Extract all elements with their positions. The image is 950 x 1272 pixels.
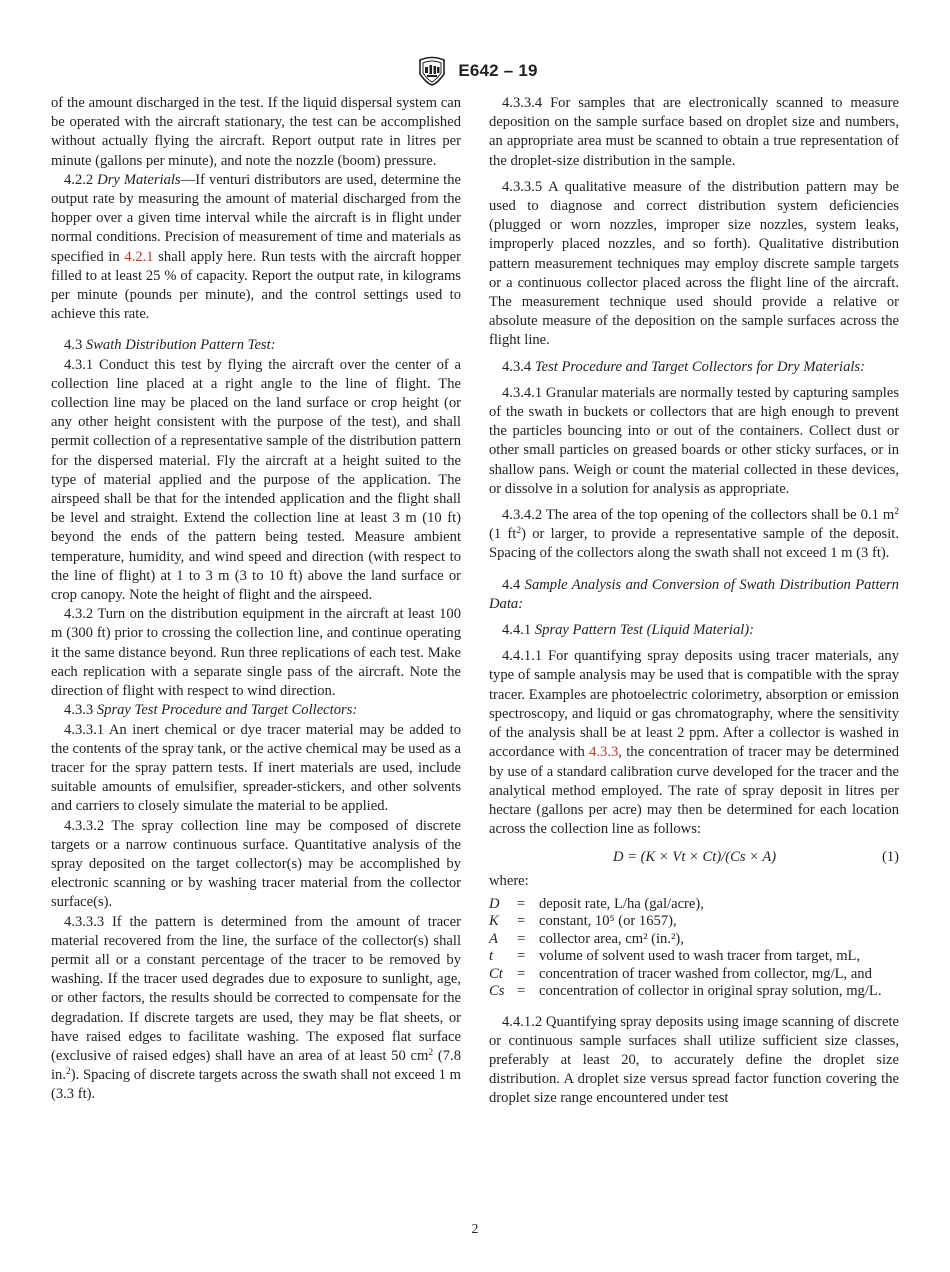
paragraph-4-3-3-4: 4.3.3.4 For samples that are electronically scanned to measure deposition on the sample surface based on droplet size and numbers, an appropriate area must be scanned to obtain a true representation of the droplet-size distribution in the sample. — [489, 95, 899, 169]
section-number: 4.2.2 — [64, 171, 94, 188]
paragraph-text: (1 ft — [489, 526, 517, 543]
paragraph-4-3-3-3 — [51, 913, 461, 1105]
equation-1 — [489, 844, 899, 872]
paragraph-4-3-4-2 — [489, 506, 899, 564]
equation-number: (1) — [881, 849, 899, 866]
paragraph-continued: of the amount discharged in the test. If the liquid dispersal system can be operated with the aircraft stationary, the test can be accomplished without actually flying the aircraft. Report output rate in litres per minute (gallons per minute), and note the nozzle (boom) pressure. — [51, 95, 461, 169]
cross-reference-link[interactable]: 4.3.3 — [589, 744, 619, 761]
page-header — [0, 54, 950, 88]
section-number: 4.4.1 — [502, 622, 532, 639]
equals-sign: = — [517, 930, 526, 947]
section-title: Spray Test Procedure and Target Collectors: — [96, 702, 358, 719]
equals-sign: = — [517, 983, 526, 1000]
section-heading-4-3 — [51, 336, 461, 355]
section-number: 4.3 — [64, 337, 83, 354]
equation-expression: D = (K × Vt × Ct)/(Cs × A) — [613, 849, 777, 866]
variable-symbol: Cs — [489, 983, 505, 1000]
section-title: Swath Distribution Pattern Test: — [85, 337, 276, 354]
paragraph-text: ). Spacing of discrete targets across the swath shall not exceed 1 m (3.3 ft). — [51, 1067, 461, 1103]
variable-definition: constant, 10⁵ (or 1657), — [539, 913, 677, 930]
equals-sign: = — [517, 948, 526, 965]
paragraph-4-3-3-2: 4.3.3.2 The spray collection line may be composed of discrete targets or a narrow continuous surface. Quantitative analysis of the spray deposited on the target collector(s) may be accomplished by electronic scanning or by washing tracer material from the collector surface(s). — [51, 817, 461, 911]
paragraph-text: shall apply here. Run tests with the aircraft hopper filled to at least 25 % of capacity. Report the output rate, in kilograms per minute (pounds per minute), and the control settings used to achieve this rate. — [51, 248, 462, 323]
equals-sign: = — [517, 895, 526, 912]
paragraph-4-2-2 — [51, 171, 461, 325]
variable-definition-row — [489, 913, 899, 931]
paragraph-text: 4.3.3.3 If the pattern is determined from the amount of tracer material recovered from the line, the surface of the collector(s) shall permit all or a constant percentage of the tracer to be removed by washing. If the tracer used degrades due to exposure to sunlight, age, or other factors, the results should be corrected to compensate for the degradation. If discrete targets are used, they may be flat sheets, or have raised edges to facilitate washing. The exposed flat surface (exclusive of raised edges) shall have an area of at least 50 cm — [51, 913, 461, 1064]
section-heading-4-3-3 — [51, 701, 461, 720]
section-title: Spray Pattern Test (Liquid Material): — [534, 622, 755, 639]
variable-definition: deposit rate, L/ha (gal/acre), — [539, 895, 704, 912]
superscript: 2 — [516, 526, 522, 537]
paragraph-text: 4.4.1.1 For quantifying spray deposits using tracer materials, any type of sample analysis may be used that is compatible with the spray tracer. Examples are photoelectric colorimetry, absorption or emission spectroscopy, and liquid or gas chromatography, where the sensitivity of the analysis shall be at least 2 ppm. After a collector is washed in accordance with — [489, 648, 899, 761]
equals-sign: = — [517, 965, 526, 982]
section-number: 4.4 — [502, 576, 521, 593]
paragraph-4-3-2: 4.3.2 Turn on the distribution equipment in the aircraft at least 100 m (300 ft) prior to crossing the collection line, and continue operating it the same distance beyond. Run three replications of each test. Make each replication with a separate single pass of the aircraft. Note the direction of flight with respect to wind direction. — [51, 606, 461, 700]
paragraph-text: 4.3.4.2 The area of the top opening of the collectors shall be 0.1 m — [502, 507, 895, 524]
section-heading-4-4-1 — [489, 621, 899, 640]
document-designation: E642 – 19 — [458, 61, 538, 80]
section-heading-4-4 — [489, 576, 899, 614]
variable-definition: volume of solvent used to wash tracer from target, mL, — [539, 948, 861, 965]
section-title: Dry Materials — [97, 171, 181, 188]
superscript: 2 — [428, 1047, 434, 1058]
variable-symbol: Ct — [489, 965, 503, 982]
equals-sign: = — [517, 913, 526, 930]
paragraph-text: , the concentration of tracer may be determined by use of a standard calibration curve developed for the tracer and the analytical method employed. The rate of spray deposit in litres per hectare (gallons per acre) may then be determined for each location across the collection line as follows: — [489, 744, 900, 838]
variable-symbol: A — [489, 930, 498, 947]
variable-definition: concentration of tracer washed from collector, mg/L, and — [539, 965, 872, 982]
where-label: where: — [489, 873, 529, 890]
variable-symbol: t — [489, 948, 494, 965]
variable-definition-row — [489, 948, 899, 966]
variable-symbol: K — [489, 913, 499, 930]
variable-definition-row — [489, 896, 899, 914]
variable-definition-row — [489, 983, 899, 1001]
variable-symbol: D — [489, 895, 500, 912]
variable-definition-row — [489, 931, 899, 949]
paragraph-text: (7.8 in. — [51, 1047, 461, 1084]
right-column — [489, 94, 899, 1109]
superscript: 2 — [66, 1067, 71, 1078]
variable-definitions — [489, 896, 899, 1001]
variable-definition: collector area, cm² (in.²), — [539, 930, 684, 947]
section-number: 4.3.4 — [502, 358, 532, 375]
paragraph-4-3-3-1: 4.3.3.1 An inert chemical or dye tracer material may be added to the contents of the spray tank, or the active chemical may be used as a tracer for the spray pattern tests. If inert materials are used, include suitable amounts of emulsifier, spreader-stickers, and other solvents and carriers to closely simulate the material to be applied. — [51, 721, 461, 815]
cross-reference-link[interactable]: 4.2.1 — [124, 248, 154, 265]
astm-logo-icon — [412, 56, 452, 86]
paragraph-4-4-1-1 — [489, 647, 899, 839]
paragraph-text: ) or larger, to provide a representative sample of the deposit. Spacing of the collectors along the swath shall not exceed 1 m (3 ft). — [489, 526, 899, 562]
variable-definition: concentration of collector in original spray solution, mg/L. — [539, 983, 882, 1000]
paragraph-4-4-1-2: 4.4.1.2 Quantifying spray deposits using image scanning of discrete or continuous sample surfaces shall utilize sufficient size classes, preferably at least 20, to accurately define the droplet size distribution. A droplet size versus spread factor function covering the droplet size range encountered under test — [489, 1013, 899, 1107]
section-heading-4-3-4 — [489, 358, 899, 377]
paragraph-4-3-3-5: 4.3.3.5 A qualitative measure of the distribution pattern may be used to diagnose and correct distribution system deficiencies (plugged or worn nozzles, improper size nozzles, system leaks, improperly placed nozzles, and so forth). Qualitative distribution pattern measurement techniques may employ discrete sample targets or a continuous collector placed across the flight line of the aircraft. The measurement technique used should provide a relative or absolute measure of the deposition on the sample surfaces across the flight line. — [489, 178, 899, 349]
page-number: 2 — [471, 1222, 479, 1237]
variable-definition-row — [489, 966, 899, 984]
section-title: Sample Analysis and Conversion of Swath Distribution Pattern Data: — [489, 576, 899, 612]
section-title: Test Procedure and Target Collectors for Dry Materials: — [534, 358, 865, 375]
section-number: 4.3.3 — [64, 702, 94, 719]
paragraph-text: —If venturi distributors are used, determine the output rate by measuring the amount of material discharged from the hopper over a given time interval while the aircraft is in flight under normal conditions. Precision of measurement of time and materials as specified in — [51, 171, 461, 265]
left-column — [51, 94, 461, 1105]
superscript: 2 — [894, 507, 899, 518]
paragraph-4-3-4-1: 4.3.4.1 Granular materials are normally tested by capturing samples of the swath in buckets or collectors that are high enough to prevent the particles bouncing into or out of the containers. Collect dust or other small particles on greased boards or other sticky surfaces, or in shallow pans. Weigh or count the material collected in these devices, or dissolve in a solution for analysis as appropriate. — [489, 384, 899, 497]
paragraph-4-3-1: 4.3.1 Conduct this test by flying the aircraft over the center of a collection line placed at a right angle to the line of flight. The collection line may be placed on the land surface or crop height (or any other height consistent with the purpose of the test), and shall permit collection of a representative sample of the distribution pattern for the dispersed material. Fly the aircraft at a height suited to the type of material applied and the purpose of the application. The airspeed shall be that for the intended application and the flight shall be level and straight. Extend the collection line at least 3 m (10 ft) beyond the ends of the pattern being tested. Measure ambient temperature, humidity, and wind speed and direction (with respect to the line of flight) at 1 to 3 m (3 to 10 ft) above the land surface or crop canopy. Note the height of flight and the airspeed. — [51, 356, 461, 604]
